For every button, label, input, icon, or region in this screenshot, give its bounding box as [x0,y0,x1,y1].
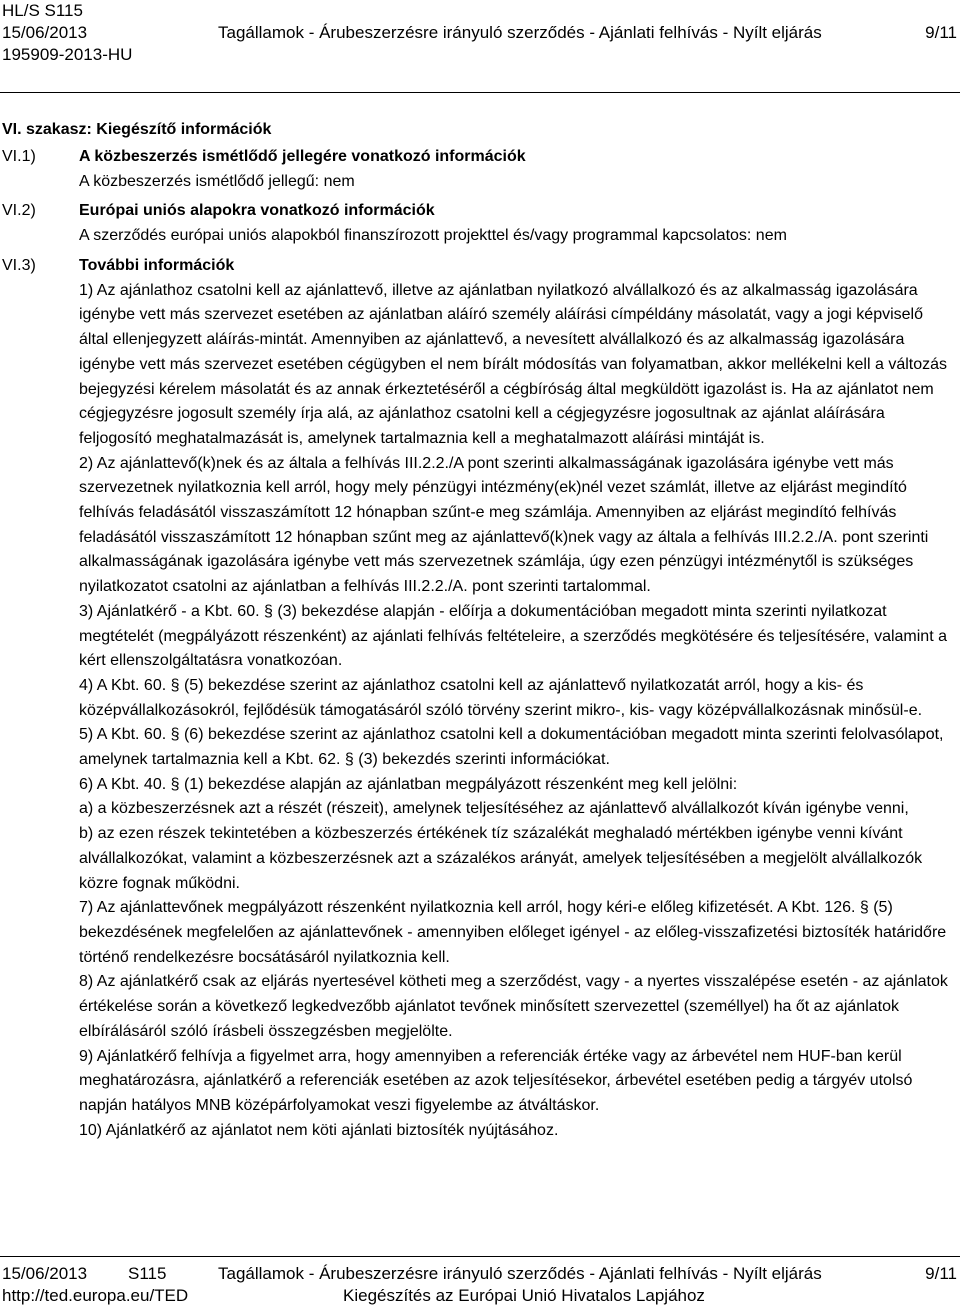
footer-divider [0,1256,960,1257]
paragraph: a) a közbeszerzésnek azt a részét (részeit), amelynek teljesítéséhez az ajánlattevő alvállalkozót kíván igénybe venni, [79,800,909,818]
paragraph: 6) A Kbt. 40. § (1) bekezdése alapján az ajánlatban megpályázott részenként meg kell jelölni: [79,775,738,793]
paragraph: 7) Az ajánlattevőnek megpályázott részenként nyilatkoznia kell arról, hogy kéri-e előleg kifizetését. A Kbt. 126. § (5) bekezdésének megfelelően az ajánlattevőnek - amennyiben előleget igényel - az előleg-visszafizetési biztosíték határidőre történő rendelkezésre bocsátásáról nyilatkoznia kell. [79,899,947,966]
footer-url: http://ted.europa.eu/TED [2,1286,189,1305]
item-heading: A közbeszerzés ismétlődő jellegére vonatkozó információk [79,148,526,165]
item-number: VI.1) [2,148,36,165]
paragraph: 4) A Kbt. 60. § (5) bekezdése szerint az ajánlathoz csatolni kell az ajánlattevő nyilatkozatát arról, hogy a kis- és középvállalkozásokról, fejlődésük támogatásáról szóló törvény szerint mikro-, kis- vagy középvállalkozásnak minősül-e. [79,676,923,719]
footer-publisher: Kiegészítés az Európai Unió Hivatalos Lapjához [343,1286,705,1305]
paragraph: b) az ezen részek tekintetében a közbeszerzés értékének tíz százalékát meghaladó mértékben igénybe venni kívánt alvállalkozókat, valamint a közbeszerzésnek azt a százalékos arányát, amelyek teljesítésében a megjelölt alvállalkozók közre fognak működni. [79,825,923,892]
item-heading: További információk [79,257,235,274]
item-text: A közbeszerzés ismétlődő jellegű: nem [79,172,355,190]
paragraph: 5) A Kbt. 60. § (6) bekezdése szerint az ajánlathoz csatolni kell a dokumentációban megadott minta szerinti felolvasólapot, amelynek tartalmaznia kell a Kbt. 62. § (3) bekezdés szerinti információkat. [79,726,944,769]
doc-id: 195909-2013-HU [2,45,133,64]
doc-reference: HL/S S115 [2,1,83,20]
header-page-number: 9/11 [925,23,957,42]
footer-title: Tagállamok - Árubeszerzésre irányuló szerződés - Ajánlati felhívás - Nyílt eljárás [218,1264,822,1283]
footer-page-number: 9/11 [925,1264,957,1283]
header-title: Tagállamok - Árubeszerzésre irányuló szerződés - Ajánlati felhívás - Nyílt eljárás [218,23,822,42]
footer-series: S115 [128,1264,167,1283]
section-item-vi2 [79,199,955,248]
section-item-vi1 [79,145,955,194]
page-header [0,0,960,66]
paragraph: 2) Az ajánlattevő(k)nek és az általa a felhívás III.2.2./A pont szerinti alkalmasságának igazolására igénybe vett más szervezetnek nyilatkoznia kell arról, hogy mely pénzügyi intézmény(ek)nél vezet számlát, illetve az eljárást megindító felhívás feladásától visszaszámított 12 hónapban szűnt-e meg számlája. Amennyiben az eljárást megindító felhívás feladásától visszaszámított 12 hónapban szűnt meg az ajánlattevő(k)nek vagy az általa a felhívás III.2.2./A. pont szerinti alkalmasságának igazolására igénybe vett más szervezetnek számlája, úgy ezen pénzügyi intézménytől is szükséges nyilatkozatot csatolni az ajánlatban a felhívás III.2.2./A. pont szerinti tartalommal. [79,454,929,596]
paragraph: 3) Ajánlatkérő - a Kbt. 60. § (3) bekezdése alapján - előírja a dokumentációban megadott minta szerinti nyilatkozat megtételét (megpályázott részenként) az ajánlati felhívás feltételeire, a szerződés megkötésére és teljesítésére, valamint a kért ellenszolgáltatásra vonatkozóan. [79,602,947,670]
page-footer [0,1263,960,1307]
paragraph: 1) Az ajánlathoz csatolni kell az ajánlattevő, illetve az ajánlatban nyilatkozó alvállalkozó és az alkalmasság igazolására igénybe vett más szervezet esetében az ajánlatban aláíró személy aláírási címpéldány másolatát, vagy a jogi képviselő által ellenjegyzett aláírás-mintát. Amennyiben az ajánlattevő, a nevesített alvállalkozó és az alkalmasság igazolására igénybe vett más szervezet esetében cégügyben el nem bírált módosítás van folyamatban, akkor mellékelni kell a változás bejegyzési kérelem másolatát és az annak érkeztetéséről a cégbíróság által megküldött igazolást is. Ha az ajánlatot nem cégjegyzésre jogosult személy írja alá, az ajánlathoz csatolni kell a cégjegyzésre jogosultnak az ajánlat aláírására feljogosító meghatalmazását is, amelynek tartalmaznia kell a meghatalmazott aláírási mintáját is. [79,281,948,447]
item-text: A szerződés európai uniós alapokból finanszírozott projekttel és/vagy programmal kapcsolatos: nem [79,226,787,244]
header-divider [0,92,960,93]
section-title: VI. szakasz: Kiegészítő információk [2,121,272,138]
paragraph: 10) Ajánlatkérő az ajánlatot nem köti ajánlati biztosíték nyújtásához. [79,1121,559,1139]
paragraph: 8) Az ajánlatkérő csak az eljárás nyertesével kötheti meg a szerződést, vagy - a nyertes visszalépése esetén - az ajánlatok értékelése során a következő legkedvezőbb ajánlatot tevőnek minősített szervezettel (személlyel) ha őt az ajánlatok elbírálásáról szóló írásbeli összegzésben megjelölte. [79,973,948,1040]
item-heading: Európai uniós alapokra vonatkozó információk [79,202,435,219]
paragraph: 9) Ajánlatkérő felhívja a figyelmet arra, hogy amennyiben a referenciák értéke vagy az árbevétel nem HUF-ban kerül meghatározásra, ajánlatkérő a referenciák esetében az azok teljesítésekor, árbevétel esetében pedig a tárgyév utolsó napján hatályos MNB középárfolyamokat veszi figyelembe az átváltáskor. [79,1047,913,1114]
header-date: 15/06/2013 [2,23,88,42]
footer-date: 15/06/2013 [2,1264,88,1283]
item-number: VI.3) [2,257,36,274]
section-item-vi3 [79,254,955,1143]
item-number: VI.2) [2,202,36,219]
